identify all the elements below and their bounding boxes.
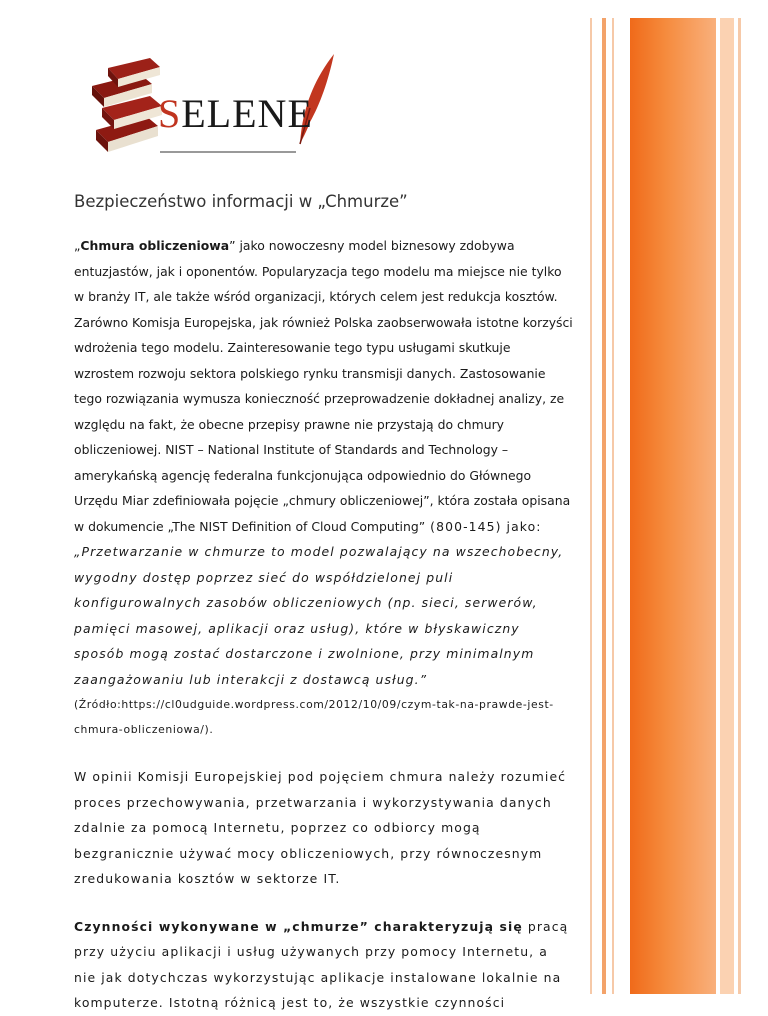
- paragraph-3-bold: Czynności wykonywane w „chmurze” charakteryzują się: [74, 918, 523, 934]
- logo-first-letter: S: [158, 91, 182, 136]
- logo-wordmark: [158, 90, 313, 137]
- stripe: [720, 18, 734, 994]
- paragraph-2: W opinii Komisji Europejskiej pod pojęciem chmura należy rozumieć proces przechowywania, przetwarzania i wykorzystywania danych zdalnie za pomocą Internetu, poprzez co odbiorcy mogą bezgranicznie używać mocy obliczeniowych, przy równoczesnym zredukowania kosztów w sektorze IT.: [74, 769, 567, 886]
- stripe: [612, 18, 614, 994]
- spacer: [74, 892, 574, 914]
- decorative-stripes: [568, 0, 768, 994]
- definition-quote: „Przetwarzanie w chmurze to model pozwalający na wszechobecny, wygodny dostęp poprzez sieć do współdzielonej puli konfigurowalnych zasobów obliczeniowych (np. sieci, serwerów, pamięci masowej, aplikacji oraz usług), które w błyskawiczny sposób mogą zostać dostarczone i zwolnione, przy minimalnym zaangażowaniu lub interakcji z dostawcą usług.”: [74, 544, 564, 687]
- stripe: [738, 18, 741, 994]
- paragraph-3: [74, 914, 574, 1016]
- document-body: [74, 192, 574, 1016]
- paragraph-1: [74, 233, 574, 539]
- paragraph-1-tail: (800-145) jako:: [425, 518, 542, 534]
- paragraph-1-text: ” jako nowoczesny model biznesowy zdobywa entuzjastów, jak i oponentów. Popularyzacja tego modelu ma miejsce nie tylko w branży IT, ale także wśród organizacji, których celem jest redukcja kosztów. Zarówno Komisja Europejska, jak również Polska zaobserwowała istotne korzyści wdrożenia tego modelu. Zainteresowanie tego typu usługami skutkuje wzrostem rozwoju sektora polskiego rynku transmisji danych. Zastosowanie tego rozwiązania wymusza konieczność przeprowadzenie dokładnej analizy, ze względu na fakt, że obecne przepisy prawne nie przystają do chmury obliczeniowej. NIST – National Institute of Standards and Technology – amerykańską agencję federalna funkcjonująca odpowiednio do Głównego Urzędu Miar zdefiniowała pojęcie „chmury obliczeniowej”, która została opisana w dokumencie „The NIST Definition of Cloud Computing”: [74, 238, 573, 534]
- document-title: Bezpieczeństwo informacji w „Chmurze”: [74, 192, 408, 211]
- open-quote: „: [74, 238, 81, 253]
- bold-term: Chmura obliczeniowa: [80, 238, 230, 253]
- paragraph-3-text: pracą przy użyciu aplikacji i usług używanych przy pomocy Internetu, a nie jak dotychczas wykorzystując aplikacje instalowane lokalnie na komputerze. Istotną różnicą jest to, że wszystkie czynności: [74, 918, 569, 1010]
- spacer: [74, 742, 574, 764]
- stripe: [590, 18, 592, 994]
- selene-logo: [88, 52, 338, 164]
- stripe-wide: [630, 18, 716, 994]
- source-citation: (Źródło:https://cl0udguide.wordpress.com/2012/10/09/czym-tak-na-prawde-jest-chmura-obliczeniowa/).: [74, 698, 554, 736]
- stripe: [602, 18, 606, 994]
- logo-rest: ELENE: [181, 91, 313, 136]
